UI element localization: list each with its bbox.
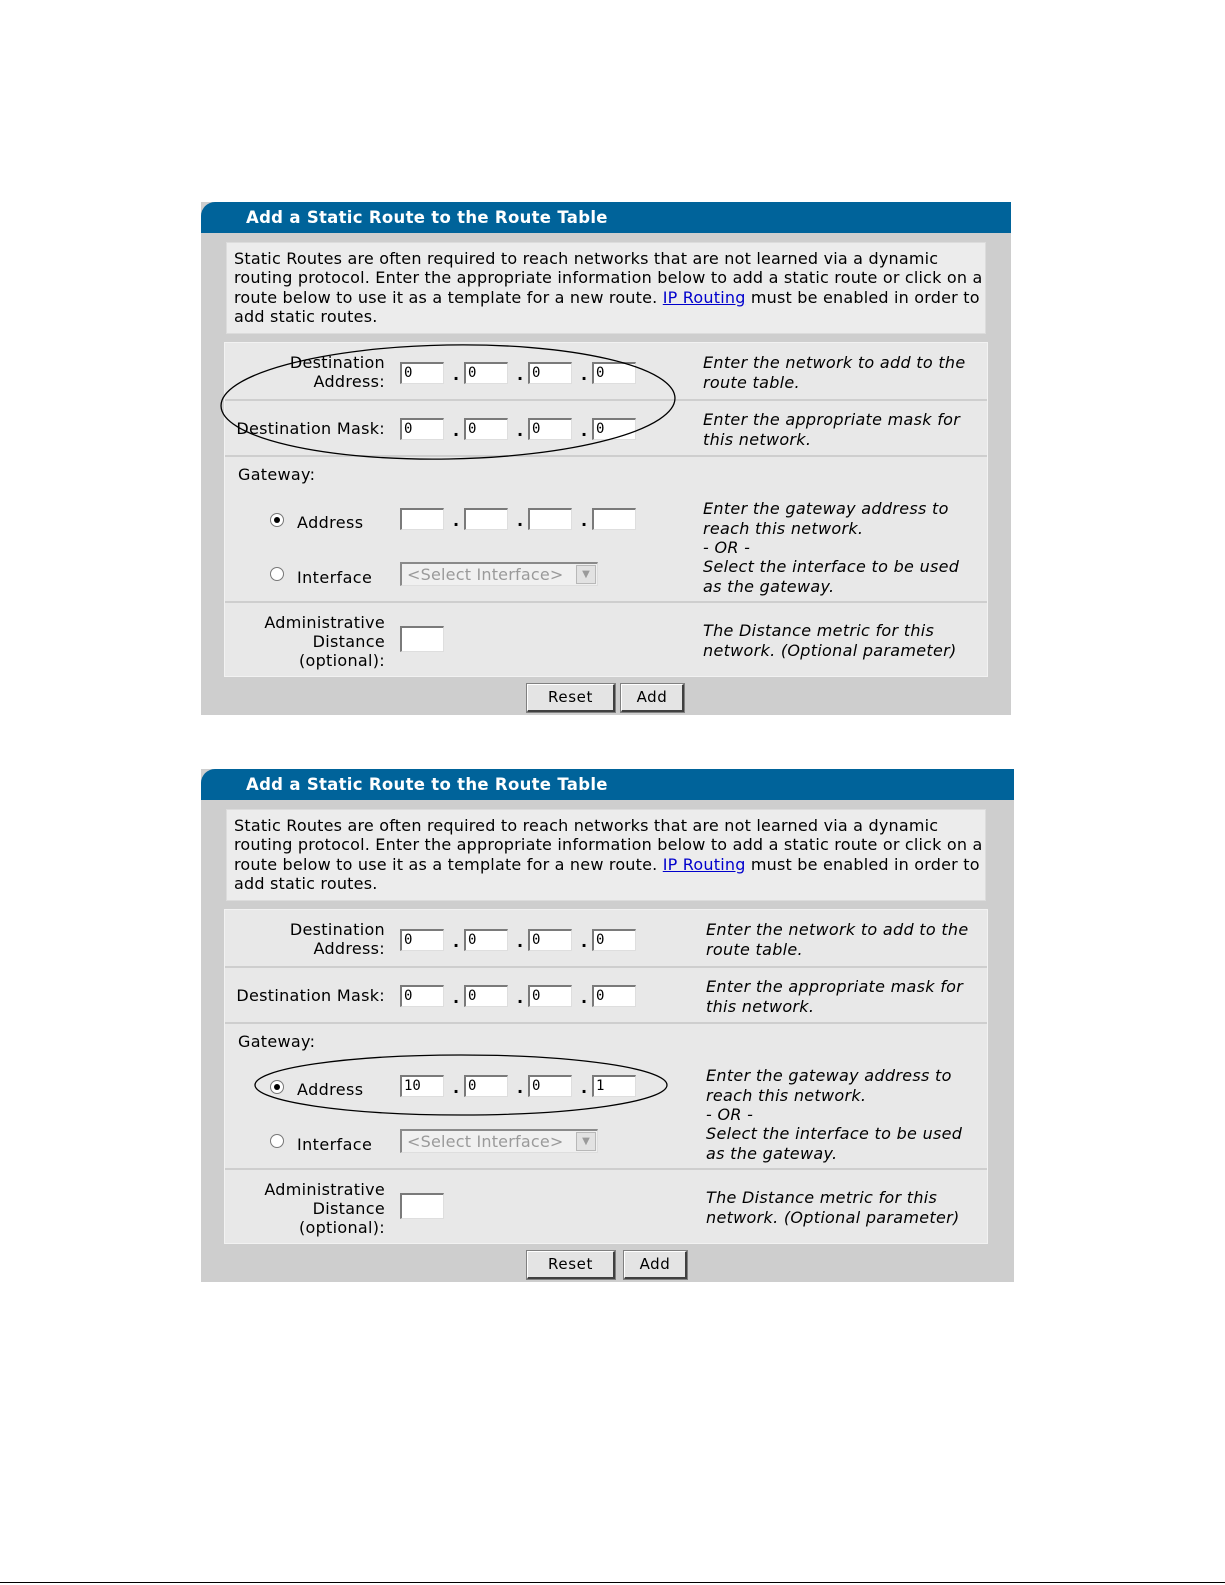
gateway-octet-4[interactable]: [592, 508, 636, 530]
octet-separator: .: [453, 1078, 460, 1097]
octet-separator: .: [581, 988, 588, 1007]
gateway-interface-hint: Select the interface to be used as the gateway.: [703, 557, 960, 596]
octet-separator: .: [517, 365, 524, 384]
admin-distance-hint: The Distance metric for this network. (Optional parameter): [703, 621, 957, 660]
description-text: [234, 249, 984, 326]
route-form: [224, 909, 988, 1244]
destination-mask-hint: Enter the appropriate mask for this network.: [706, 977, 964, 1016]
octet-separator: .: [453, 988, 460, 1007]
gateway-label: Gateway:: [238, 465, 316, 484]
gateway-interface-radio-label: Interface: [297, 568, 373, 587]
dest-address-octet-1[interactable]: 0: [400, 929, 444, 951]
interface-select[interactable]: [400, 562, 598, 586]
gateway-octet-4[interactable]: 1: [592, 1075, 636, 1097]
octet-separator: .: [517, 1078, 524, 1097]
dest-address-octet-4[interactable]: 0: [592, 929, 636, 951]
description-text: [234, 816, 984, 893]
gateway-or-text: - OR -: [703, 538, 751, 557]
destination-address-hint: Enter the network to add to the route table.: [706, 920, 969, 959]
interface-select-value: <Select Interface>: [407, 565, 564, 584]
description-text-after: must be enabled in order to add static routes.: [234, 854, 980, 893]
reset-button[interactable]: Reset: [527, 684, 615, 712]
description-text-before: Static Routes are often required to reach networks that are not learned via a dynamic routing protocol. Enter the appropriate information below to add a static route or click on a route below to use it as a template for a new route.: [234, 249, 983, 307]
dest-address-octet-4[interactable]: 0: [592, 362, 636, 384]
octet-separator: .: [517, 511, 524, 530]
route-form: [224, 342, 988, 677]
octet-separator: .: [453, 421, 460, 440]
panel-title: Add a Static Route to the Route Table: [246, 775, 608, 794]
description-text-after: must be enabled in order to add static routes.: [234, 287, 980, 326]
row-divider: [225, 399, 987, 401]
gateway-octet-3[interactable]: 0: [528, 1075, 572, 1097]
octet-separator: .: [453, 365, 460, 384]
description-box: [226, 242, 986, 334]
add-button[interactable]: Add: [624, 1251, 687, 1279]
row-divider: [225, 1022, 987, 1024]
panel-title: Add a Static Route to the Route Table: [246, 208, 608, 227]
octet-separator: .: [517, 421, 524, 440]
dest-mask-octet-3[interactable]: 0: [528, 985, 572, 1007]
row-divider: [225, 455, 987, 457]
static-route-panel-1: [201, 202, 1011, 715]
dest-mask-octet-1[interactable]: 0: [400, 418, 444, 440]
dest-address-octet-2[interactable]: 0: [464, 929, 508, 951]
dest-mask-octet-2[interactable]: 0: [464, 985, 508, 1007]
destination-address-hint: Enter the network to add to the route table.: [703, 353, 966, 392]
row-divider: [225, 1168, 987, 1170]
dest-mask-octet-3[interactable]: 0: [528, 418, 572, 440]
row-divider: [225, 601, 987, 603]
gateway-address-radio[interactable]: [270, 1080, 284, 1094]
static-route-panel-2: [201, 769, 1014, 1282]
octet-separator: .: [581, 932, 588, 951]
octet-separator: .: [517, 988, 524, 1007]
gateway-interface-radio-label: Interface: [297, 1135, 373, 1154]
admin-distance-label: Administrative Distance (optional):: [264, 613, 385, 670]
gateway-octet-2[interactable]: 0: [464, 1075, 508, 1097]
admin-distance-input[interactable]: [400, 626, 444, 652]
interface-select-value: <Select Interface>: [407, 1132, 564, 1151]
octet-separator: .: [581, 1078, 588, 1097]
octet-separator: .: [581, 365, 588, 384]
destination-mask-label: Destination Mask:: [236, 419, 385, 438]
ip-routing-link[interactable]: IP Routing: [662, 854, 746, 874]
admin-distance-label: Administrative Distance (optional):: [264, 1180, 385, 1237]
admin-distance-hint: The Distance metric for this network. (Optional parameter): [706, 1188, 960, 1227]
gateway-address-radio-label: Address: [297, 1080, 364, 1099]
dest-mask-octet-1[interactable]: 0: [400, 985, 444, 1007]
chevron-down-icon[interactable]: ▼: [576, 565, 596, 584]
dest-mask-octet-2[interactable]: 0: [464, 418, 508, 440]
gateway-octet-1[interactable]: 10: [400, 1075, 444, 1097]
gateway-octet-1[interactable]: [400, 508, 444, 530]
gateway-label: Gateway:: [238, 1032, 316, 1051]
gateway-address-radio-label: Address: [297, 513, 364, 532]
gateway-interface-hint: Select the interface to be used as the gateway.: [706, 1124, 963, 1163]
ip-routing-link[interactable]: IP Routing: [662, 287, 746, 307]
add-button[interactable]: Add: [621, 684, 684, 712]
row-divider: [225, 966, 987, 968]
dest-mask-octet-4[interactable]: 0: [592, 418, 636, 440]
dest-address-octet-3[interactable]: 0: [528, 929, 572, 951]
chevron-down-icon[interactable]: ▼: [576, 1132, 596, 1151]
octet-separator: .: [453, 511, 460, 530]
description-text-before: Static Routes are often required to reach networks that are not learned via a dynamic routing protocol. Enter the appropriate information below to add a static route or click on a route below to use it as a template for a new route.: [234, 816, 983, 874]
gateway-address-hint: Enter the gateway address to reach this network.: [703, 499, 949, 538]
destination-mask-hint: Enter the appropriate mask for this network.: [703, 410, 961, 449]
octet-separator: .: [517, 932, 524, 951]
octet-separator: .: [453, 932, 460, 951]
destination-mask-label: Destination Mask:: [236, 986, 385, 1005]
admin-distance-input[interactable]: [400, 1193, 444, 1219]
gateway-address-radio[interactable]: [270, 513, 284, 527]
gateway-or-text: - OR -: [706, 1105, 754, 1124]
octet-separator: .: [581, 421, 588, 440]
dest-address-octet-1[interactable]: 0: [400, 362, 444, 384]
dest-address-octet-2[interactable]: 0: [464, 362, 508, 384]
reset-button[interactable]: Reset: [527, 1251, 615, 1279]
gateway-interface-radio[interactable]: [270, 1134, 284, 1148]
destination-address-label: Destination Address:: [289, 353, 385, 391]
gateway-interface-radio[interactable]: [270, 567, 284, 581]
gateway-octet-2[interactable]: [464, 508, 508, 530]
gateway-address-hint: Enter the gateway address to reach this network.: [706, 1066, 952, 1105]
description-box: [226, 809, 986, 901]
interface-select[interactable]: [400, 1129, 598, 1153]
dest-mask-octet-4[interactable]: 0: [592, 985, 636, 1007]
dest-address-octet-3[interactable]: 0: [528, 362, 572, 384]
panel-header: [201, 202, 1011, 233]
octet-separator: .: [581, 511, 588, 530]
gateway-octet-3[interactable]: [528, 508, 572, 530]
destination-address-label: Destination Address:: [289, 920, 385, 958]
page-bottom-rule: [0, 1582, 1225, 1583]
panel-header: [201, 769, 1014, 800]
